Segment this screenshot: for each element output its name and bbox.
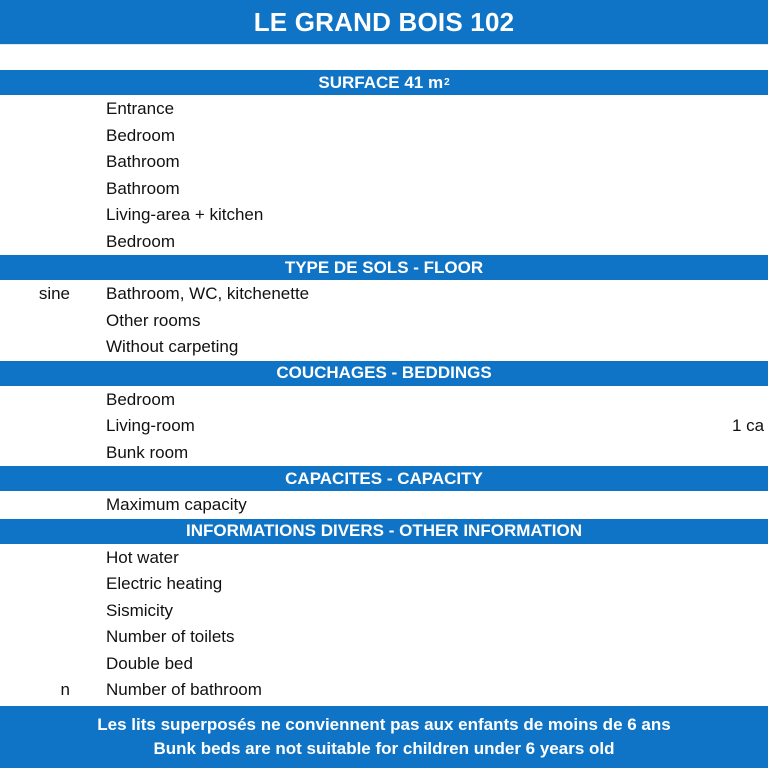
row-label: Hot water [106, 547, 179, 567]
footer-line-english: Bunk beds are not suitable for children under 6 years old [153, 739, 615, 758]
other-row [0, 545, 768, 572]
superscript-squared: 2 [444, 77, 450, 88]
row-label: Living-room [106, 416, 195, 435]
row-left-value: n [60, 680, 70, 699]
floor-row [0, 308, 768, 335]
row-label: Number of bathroom [106, 680, 262, 699]
section-title-surface: SURFACE 41 m [318, 72, 444, 92]
other-row [0, 624, 768, 651]
beddings-row [0, 440, 768, 467]
surface-row [0, 149, 768, 176]
other-row [0, 677, 768, 704]
section-header-capacity: CAPACITES - CAPACITY [0, 466, 768, 492]
section-header-other-information: INFORMATIONS DIVERS - OTHER INFORMATION [0, 519, 768, 545]
other-row [0, 598, 768, 625]
row-left-text [0, 281, 70, 308]
capacity-row [0, 492, 768, 519]
row-label: Number of toilets [106, 627, 235, 646]
row-label: Sismicity [106, 600, 174, 620]
footer-notice [0, 706, 768, 768]
other-row [0, 571, 768, 598]
row-label: Maximum capacity [106, 495, 247, 514]
row-left-value: sine [38, 284, 70, 303]
surface-row [0, 229, 768, 256]
floor-row [0, 281, 768, 308]
divider [0, 44, 768, 45]
row-label: Bedroom [106, 125, 175, 145]
row-left-text [0, 677, 70, 704]
row-label: Bathroom, WC, kitchenette [106, 284, 310, 303]
floor-row [0, 334, 768, 361]
section-header-beddings: COUCHAGES - BEDDINGS [0, 361, 768, 387]
row-label: Entrance [106, 99, 175, 118]
row-label: Without carpeting [106, 337, 239, 356]
sections [0, 70, 768, 704]
row-label: Bathroom [106, 178, 180, 198]
row-label: Bunk room [106, 442, 189, 462]
row-label: Other rooms [106, 310, 201, 330]
row-label: Bedroom [106, 231, 175, 251]
surface-row [0, 96, 768, 123]
section-header-surface [0, 70, 768, 96]
surface-row [0, 123, 768, 150]
beddings-row [0, 387, 768, 414]
surface-row [0, 202, 768, 229]
row-label: Double bed [106, 653, 193, 673]
row-label: Bedroom [106, 389, 175, 409]
section-header-floor: TYPE DE SOLS - FLOOR [0, 255, 768, 281]
row-label: Electric heating [106, 574, 223, 593]
row-right-value: 1 ca [732, 416, 765, 435]
row-label: Bathroom [106, 152, 180, 171]
footer-line-french: Les lits superposés ne conviennent pas aux enfants de moins de 6 ans [97, 715, 671, 734]
beddings-row [0, 413, 768, 440]
surface-row [0, 176, 768, 203]
other-row [0, 651, 768, 678]
row-label: Living-area + kitchen [106, 205, 264, 224]
page-title: LE GRAND BOIS 102 [0, 0, 768, 44]
